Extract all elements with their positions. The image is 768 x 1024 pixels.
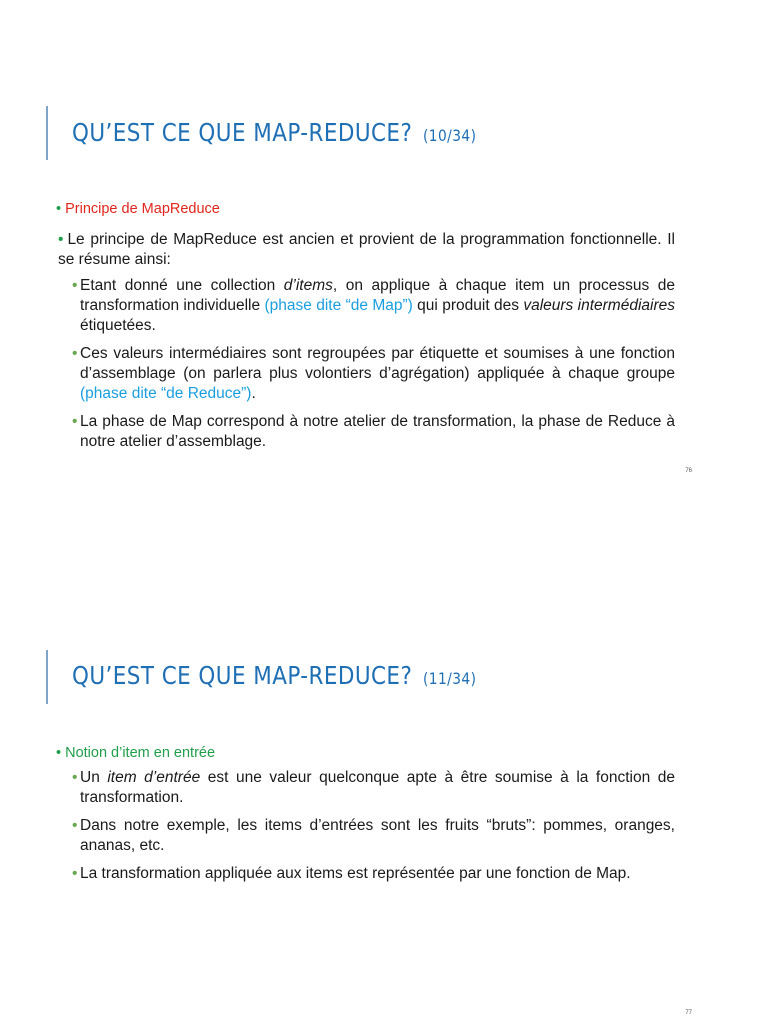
page-number: 76	[685, 468, 692, 474]
text-span: étiquetées.	[80, 317, 156, 334]
bullet-icon: •	[72, 413, 78, 430]
slide-title	[72, 661, 476, 690]
sub-point-workshop	[58, 412, 675, 452]
italic-term: valeurs intermédiaires	[523, 297, 675, 314]
intro-text: Le principe de MapReduce est ancien et provient de la programmation fonctionnelle. Il se résume ainsi:	[58, 231, 675, 268]
text-span: , on applique à chaque item un processus de transformation individuelle	[80, 277, 675, 314]
bullet-icon: •	[72, 865, 78, 882]
sub-point-input-item	[58, 768, 675, 808]
intro-paragraph	[58, 230, 675, 270]
sub-point-example	[58, 816, 675, 856]
text-span: La transformation appliquée aux items est représentée par une fonction de Map.	[80, 865, 631, 882]
section-heading	[56, 745, 215, 761]
bullet-icon: •	[56, 201, 62, 217]
slide-11	[0, 512, 768, 1024]
text-span: Un	[80, 769, 108, 786]
text-span: La phase de Map correspond à notre atelier de transformation, la phase de Reduce à notre atelier d’assemblage.	[80, 413, 675, 450]
text-span: qui produit des	[412, 297, 524, 314]
bullet-icon: •	[72, 345, 78, 362]
section-heading	[56, 201, 220, 217]
sub-point-map	[58, 276, 675, 336]
section-heading-text: Notion d’item en entrée	[65, 745, 216, 761]
italic-term: item d’entrée	[107, 769, 201, 786]
text-span: Dans notre exemple, les items d’entrées sont les fruits “bruts”: pommes, oranges, ananas, etc.	[80, 817, 675, 854]
text-span: Etant donné une collection	[80, 277, 284, 294]
slide-title-text: QU’EST CE QUE MAP-REDUCE?	[72, 661, 413, 690]
slide-counter: (10/34)	[423, 126, 477, 145]
page-number: 77	[685, 1010, 692, 1016]
bullet-icon: •	[56, 745, 62, 761]
text-span: est une valeur quelconque apte à être soumise à la fonction de transformation.	[80, 769, 676, 806]
bullet-icon: •	[58, 231, 64, 248]
title-accent-bar	[46, 106, 48, 160]
title-accent-bar	[46, 650, 48, 704]
bullet-icon: •	[72, 277, 78, 294]
highlight-reduce-phase: (phase dite “de Reduce”)	[80, 385, 252, 402]
slide-title	[72, 118, 476, 147]
bullet-icon: •	[72, 769, 78, 786]
text-span: .	[251, 385, 256, 402]
sub-point-reduce	[58, 344, 675, 404]
slide-counter: (11/34)	[423, 669, 477, 688]
italic-term: d’items	[283, 277, 333, 294]
sub-point-map-function	[58, 864, 675, 884]
section-heading-text: Principe de MapReduce	[65, 201, 220, 217]
slide-body	[58, 768, 675, 892]
highlight-map-phase: (phase dite “de Map”)	[264, 297, 413, 314]
bullet-icon: •	[72, 817, 78, 834]
slide-body	[58, 230, 675, 460]
slide-title-text: QU’EST CE QUE MAP-REDUCE?	[72, 118, 413, 147]
text-span: Ces valeurs intermédiaires sont regroupées par étiquette et soumises à une fonction d’assemblage (on parlera plus volontiers d’agrégation) appliquée à chaque groupe	[80, 345, 675, 382]
